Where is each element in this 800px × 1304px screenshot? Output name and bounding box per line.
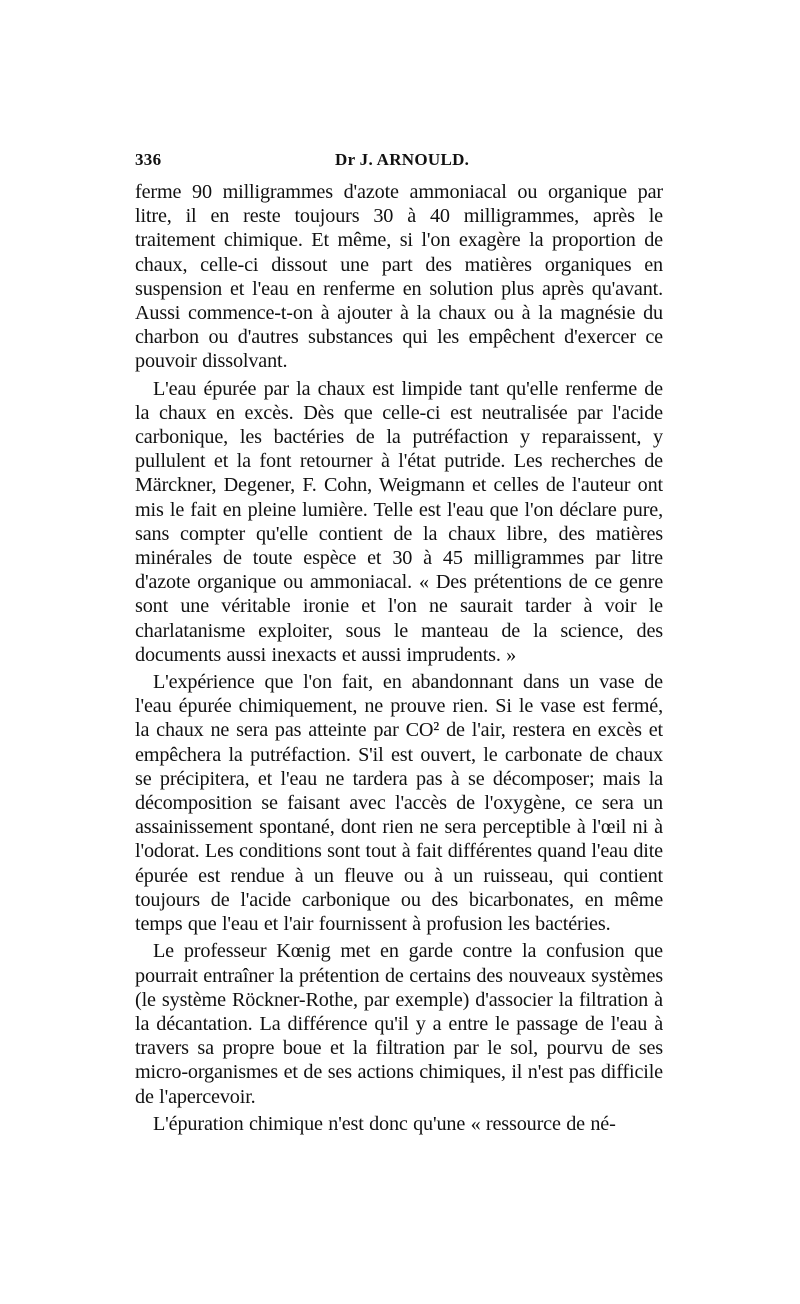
book-page bbox=[135, 150, 663, 1136]
paragraph-continuation: ferme 90 milligrammes d'azote ammoniacal ou organique par litre, il en reste toujours 30 à 40 milligrammes, après le traitement chimique. Et même, si l'on exagère la proportion de chaux, celle-ci dissout une part des matières organiques en suspension et l'eau en renferme en solution plus après qu'avant. Aussi commence-t-on à ajouter à la chaux ou à la magnésie du charbon ou d'autres substances qui les empêchent d'exercer ce pouvoir dissolvant. bbox=[135, 181, 663, 373]
running-header bbox=[135, 150, 663, 174]
body-text bbox=[135, 180, 663, 1136]
paragraph-conclusion: L'épuration chimique n'est donc qu'une « ressource de né- bbox=[153, 1112, 616, 1135]
running-title: Dr J. ARNOULD. bbox=[335, 150, 470, 169]
paragraph-experiment: L'expérience que l'on fait, en abandonnant dans un vase de l'eau épurée chimiquement, ne prouve rien. Si le vase est fermé, la chaux ne sera pas atteinte par CO² de l'air, restera en excès et empêchera la putréfaction. S'il est ouvert, le carbonate de chaux se précipitera, et l'eau ne tardera pas à se décomposer; mais la décomposition se faisant avec l'accès de l'oxygène, ce sera un assainissement spontané, dont rien ne sera perceptible à l'œil ni à l'odorat. Les conditions sont tout à fait différentes quand l'eau dite épurée est rendue à un fleuve ou à un ruisseau, qui contient toujours de l'acide carbonique ou des bicarbonates, en même temps que l'eau et l'air fournissent à profusion les bactéries. bbox=[135, 671, 663, 936]
page-number: 336 bbox=[135, 150, 162, 169]
paragraph-lime-purified-water: L'eau épurée par la chaux est limpide tant qu'elle renferme de la chaux en excès. Dès que celle-ci est neutralisée par l'acide carbonique, les bactéries de la putréfaction y reparaissent, y pullulent et la font retourner à l'état putride. Les recherches de Märckner, Degener, F. Cohn, Weigmann et celles de l'auteur ont mis le fait en pleine lumière. Telle est l'eau que l'on déclare pure, sans compter qu'elle contient de la chaux libre, des matières minérales de toute espèce et 30 à 45 milligrammes par litre d'azote organique ou ammoniacal. « Des prétentions de ce genre sont une véritable ironie et l'on ne saurait tarder à voir le charlatanisme exploiter, sous le manteau de la science, des documents aussi inexacts et aussi imprudents. » bbox=[135, 377, 663, 666]
paragraph-koenig-warning: Le professeur Kœnig met en garde contre la confusion que pourrait entraîner la prétention de certains des nouveaux systèmes (le système Röckner-Rothe, par exemple) d'associer la filtration à la décantation. La différence qu'il y a entre le passage de l'eau à travers sa propre boue et la filtration par le sol, pourvu de ses micro-organismes et de ses actions chimiques, il n'est pas difficile de l'apercevoir. bbox=[135, 940, 663, 1108]
